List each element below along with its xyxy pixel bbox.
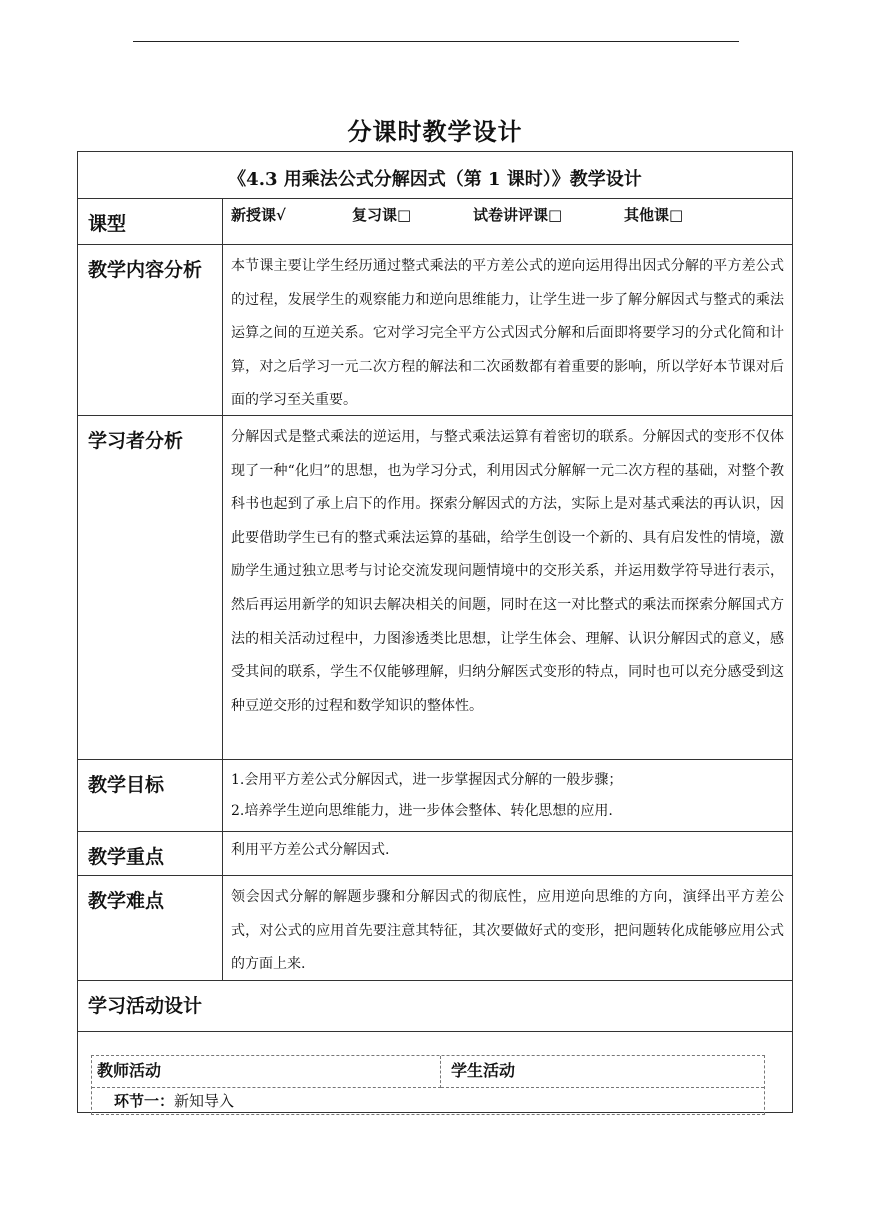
content-analysis-label: 教学内容分析 — [78, 245, 223, 415]
content-analysis-row — [78, 244, 792, 415]
content-analysis-text: 本节课主要让学生经历通过整式乘法的平方差公式的逆向运用得出因式分解的平方差公式的过程，发展学生的观察能力和逆向思维能力，让学生进一步了解分解因式与整式的乘法运算之间的互逆关系。它对学习完全平方公式因式分解和后面即将要学习的分式化简和计算，对之后学习一元二次方程的解法和二次函数都有着重要的影响，所以学好本节课对后面的学习至关重要。 — [231, 258, 784, 409]
student-activity-header: 学生活动 — [441, 1056, 764, 1088]
objectives-label: 教学目标 — [78, 760, 223, 831]
difficulties-label: 教学难点 — [78, 876, 223, 980]
lesson-type-option-new: 新授课√ — [231, 206, 286, 224]
header-rule — [133, 41, 739, 42]
key-points-text: 利用平方差公式分解因式. — [231, 842, 390, 858]
lesson-type-label: 课型 — [78, 199, 223, 244]
lesson-type-option-review: 复习课□ — [352, 206, 412, 224]
course-title-row — [78, 152, 792, 198]
objectives-row — [78, 759, 792, 831]
learner-analysis-row — [78, 415, 792, 759]
activity-table-header — [92, 1056, 764, 1088]
activity-table — [91, 1055, 765, 1115]
teacher-activity-header: 教师活动 — [92, 1056, 441, 1088]
activity-design-row — [78, 980, 792, 1031]
course-title: 《4.3 用乘法公式分解因式（第 1 课时）》教学设计 — [228, 169, 642, 190]
activity-step — [92, 1088, 764, 1114]
activity-table-row — [78, 1031, 792, 1112]
key-points-row — [78, 831, 792, 875]
difficulties-text: 领会因式分解的解题步骤和分解因式的彻底性，应用逆向思维的方向，演绎出平方差公式，对公式的应用首先要注意其特征，其次要做好式的变形，把问题转化成能够应用公式的方面上来. — [231, 889, 784, 973]
lesson-type-option-exam-review: 试卷讲评课□ — [473, 206, 563, 224]
activity-area — [78, 1032, 792, 1112]
step-label: 环节一： — [114, 1092, 175, 1110]
lesson-type-row — [78, 198, 792, 244]
difficulties-row — [78, 875, 792, 980]
objectives-list — [223, 760, 792, 831]
objective-item: 1.会用平方差公式分解因式，进一步掌握因式分解的一般步骤； — [231, 772, 623, 788]
page-title: 分课时教学设计 — [347, 117, 523, 146]
lesson-type-option-other: 其他课□ — [624, 206, 684, 224]
key-points-label: 教学重点 — [78, 832, 223, 875]
objective-item: 2.培养学生逆向思维能力，进一步体会整体、转化思想的应用. — [231, 803, 613, 819]
lesson-design-table — [77, 151, 793, 1113]
learner-analysis-label: 学习者分析 — [78, 416, 223, 759]
learner-analysis-text: 分解因式是整式乘法的逆运用，与整式乘法运算有着密切的联系。分解因式的变形不仅体现了一种“化归”的思想，也为学习分式，利用因式分解解一元二次方程的基础，对整个教科书也起到了承上启下的作用。探索分解因式的方法，实际上是对基式乘法的再认识，因此要借助学生已有的整式乘法运算的基础，给学生创设一个新的、具有启发性的情境，激励学生通过独立思考与讨论交流发现问题情境中的交形关系，并运用数学符导进行表示，然后再运用新学的知识去解决相关的间题，同时在这一对比整式的乘法而探索分解国式方法的相关活动过程中，力图渗透类比思想，让学生体会、理解、认识分解因式的意义，感受其间的联系，学生不仅能够理解，归纳分解医式变形的特点，同时也可以充分感受到这种豆逆交形的过程和数学知识的整体性。 — [231, 429, 784, 714]
lesson-type-options — [223, 199, 792, 244]
activity-design-label: 学习活动设计 — [88, 995, 203, 1017]
step-title: 新知导入 — [174, 1092, 235, 1110]
